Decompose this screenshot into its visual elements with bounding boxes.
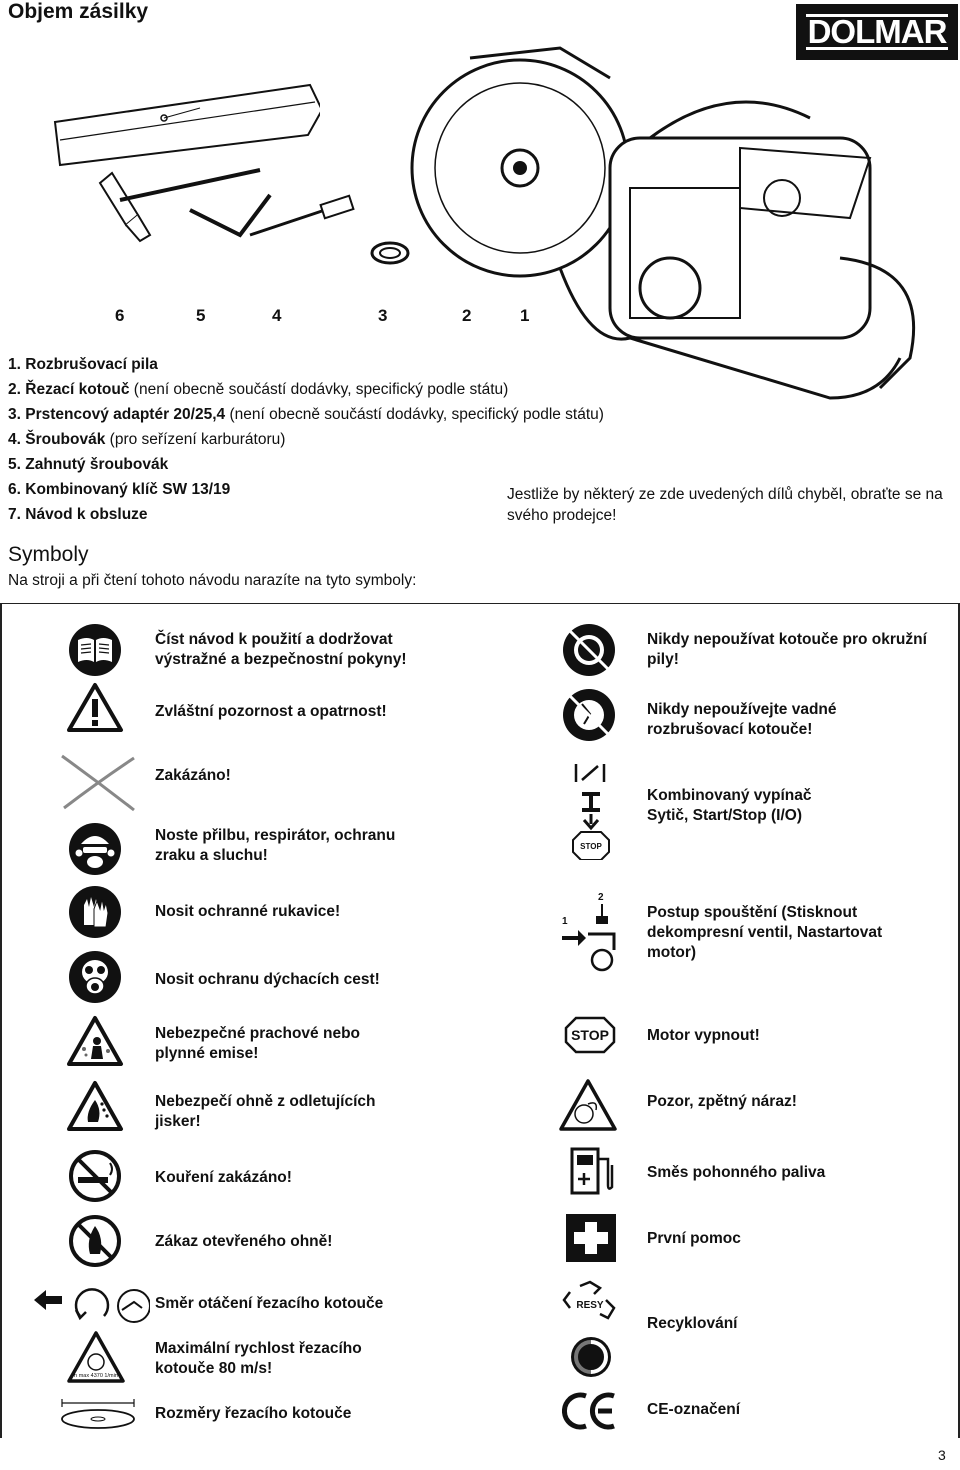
max-speed-label: n max 4370 1/min xyxy=(74,1373,118,1379)
symbol-label: Noste přilbu, respirátor, ochranu zraku a sluchu! xyxy=(155,827,396,864)
symbol-label: Maximální rychlost řezacího kotouče 80 m/s! xyxy=(155,1340,362,1377)
symbol-label: Číst návod k použití a dodržovat výstražné a bezpečnostní pokyny! xyxy=(155,631,407,668)
ce-mark-icon xyxy=(562,1390,620,1432)
start-step-1: 1 xyxy=(562,916,568,927)
helmet-respirator-icon xyxy=(68,822,122,876)
part-number-5: 5 xyxy=(196,306,206,325)
symbol-label: Recyklování xyxy=(647,1315,738,1332)
no-smoking-icon xyxy=(68,1149,122,1203)
list-item: 3. Prstencový adaptér 20/25,4 (není obecně součástí dodávky, specifický podle státu) xyxy=(8,406,604,423)
stop-icon xyxy=(564,1016,616,1054)
page-title: Objem zásilky xyxy=(8,0,149,23)
no-open-flame-icon xyxy=(68,1214,122,1268)
dust-hazard-icon xyxy=(66,1015,124,1069)
page-number: 3 xyxy=(938,1447,946,1463)
book-icon xyxy=(68,623,122,677)
list-item: 6. Kombinovaný klíč SW 13/19 xyxy=(8,481,231,498)
gloves-icon xyxy=(68,885,122,939)
list-item: 5. Zahnutý šroubovák xyxy=(8,456,169,473)
symbols-box-left-border xyxy=(0,603,2,1438)
symbol-label: Nebezpečí ohně z odletujících jisker! xyxy=(155,1093,376,1130)
max-speed-icon xyxy=(66,1330,126,1386)
list-item: 7. Návod k obsluze xyxy=(8,506,148,523)
list-item: 2. Řezací kotouč (není obecně součástí dodávky, specifický podle státu) xyxy=(8,381,509,398)
prohibited-cross-icon xyxy=(58,752,138,814)
warning-triangle-icon xyxy=(66,682,124,734)
symbol-label: Směr otáčení řezacího kotouče xyxy=(155,1295,384,1312)
part-number-1: 1 xyxy=(520,306,530,325)
logo-text: DOLMAR xyxy=(807,13,947,50)
symbol-label: Kouření zakázáno! xyxy=(155,1169,292,1186)
part-number-6: 6 xyxy=(115,306,125,325)
recy-label: RESY xyxy=(576,1300,604,1311)
fire-sparks-icon xyxy=(66,1080,124,1134)
rotation-direction-icon xyxy=(30,1280,150,1330)
symbol-label: Postup spouštění (Stisknout dekompresní ventil, Nastartovat motor) xyxy=(647,904,883,961)
part-number-3: 3 xyxy=(378,306,388,325)
recycling-icon xyxy=(558,1278,624,1328)
green-dot-icon xyxy=(564,1330,618,1384)
symbol-label: CE-označení xyxy=(647,1401,741,1418)
symbol-label: Motor vypnout! xyxy=(647,1027,760,1044)
symbol-label: Nosit ochranné rukavice! xyxy=(155,903,341,920)
symbol-label: Nosit ochranu dýchacích cest! xyxy=(155,971,380,988)
part-number-4: 4 xyxy=(272,306,282,325)
symbol-label: Rozměry řezacího kotouče xyxy=(155,1405,352,1422)
symbols-intro: Na stroji a při čtení tohoto návodu narazíte na tyto symboly: xyxy=(8,572,417,589)
list-item: 4. Šroubovák (pro seřízení karburátoru) xyxy=(8,431,286,448)
symbol-label: Zákaz otevřeného ohně! xyxy=(155,1233,333,1250)
disc-dimensions-icon xyxy=(58,1393,138,1433)
list-item: 1. Rozbrušovací pila xyxy=(8,356,158,373)
symbol-label: Nikdy nepoužívat kotouče pro okružní pily! xyxy=(647,631,927,668)
no-damaged-disc-icon xyxy=(562,688,616,742)
symbol-label: Zvláštní pozornost a opatrnost! xyxy=(155,703,387,720)
first-aid-icon xyxy=(564,1212,618,1264)
fuel-mixture-icon xyxy=(566,1145,618,1197)
symbol-label: Nikdy nepoužívejte vadné rozbrušovací kotouče! xyxy=(647,701,837,738)
no-circular-saw-blade-icon xyxy=(562,623,616,677)
symbol-label: Směs pohonného paliva xyxy=(647,1164,826,1181)
gas-mask-icon xyxy=(68,950,122,1004)
symbol-label: Nebezpečné prachové nebo plynné emise! xyxy=(155,1025,361,1062)
stop-small-label: STOP xyxy=(580,842,602,851)
start-step-2: 2 xyxy=(598,892,604,903)
missing-parts-note: Jestliže by některý ze zde uvedených dílů chyběl, obraťte se na svého prodejce! xyxy=(507,486,943,524)
symbol-label: Zakázáno! xyxy=(155,767,231,784)
symbol-label: První pomoc xyxy=(647,1230,741,1247)
stop-label: STOP xyxy=(571,1027,609,1043)
part-number-2: 2 xyxy=(462,306,472,325)
kickback-icon xyxy=(558,1078,618,1134)
symbol-label: Pozor, zpětný náraz! xyxy=(647,1093,797,1110)
symbol-label: Kombinovaný vypínač Sytič, Start/Stop (I/O) xyxy=(647,787,812,824)
combined-switch-icon xyxy=(568,760,614,860)
start-procedure-icon xyxy=(558,888,624,976)
symbols-heading: Symboly xyxy=(8,543,89,566)
tools-illustration xyxy=(90,155,420,275)
